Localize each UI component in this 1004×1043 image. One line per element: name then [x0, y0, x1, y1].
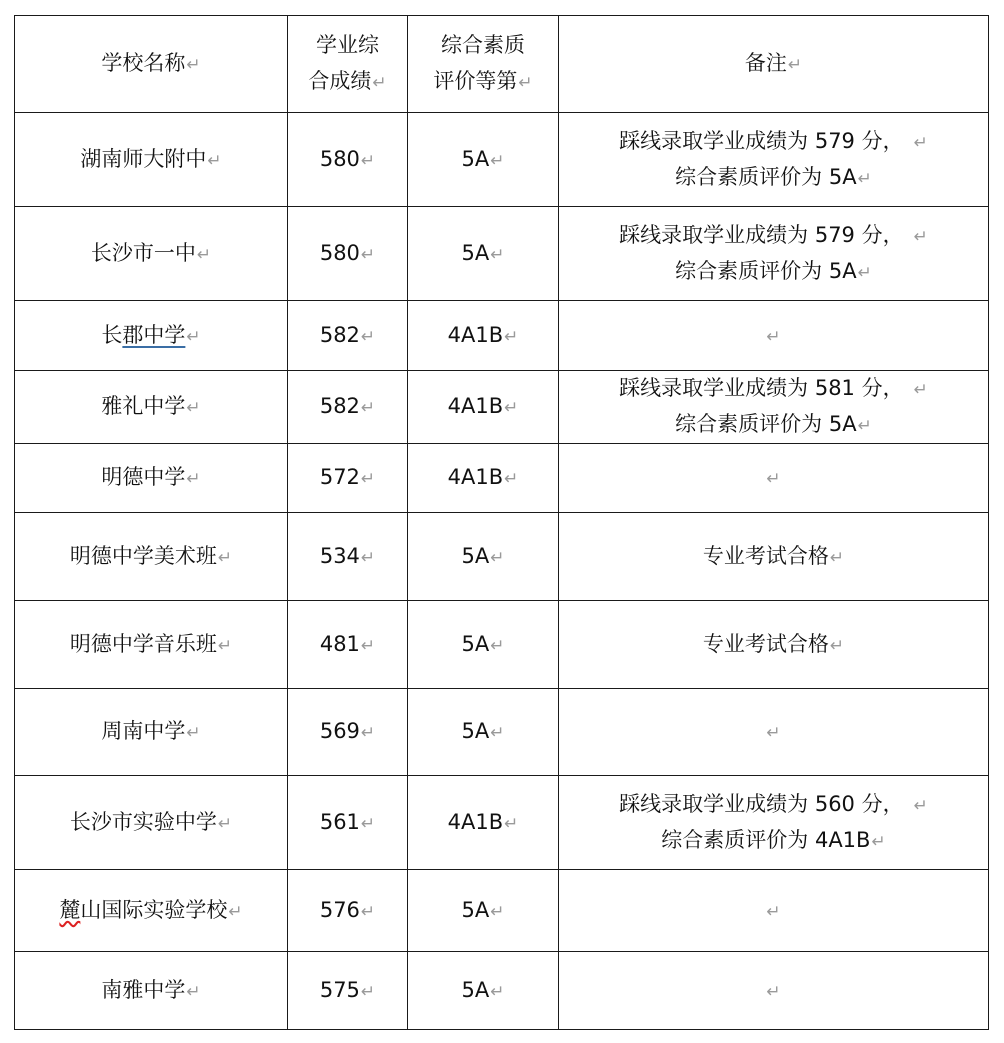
note-cell: 踩线录取学业成绩为 560 分， ↵ 综合素质评价为 4A1B↵: [559, 776, 989, 870]
note-cell: 踩线录取学业成绩为 579 分， ↵ 综合素质评价为 5A↵: [559, 207, 989, 301]
table-row: [15, 776, 989, 870]
grade-cell: 4A1B↵: [408, 444, 559, 513]
school-cell: 周南中学↵: [15, 689, 288, 776]
table-row: [15, 689, 989, 776]
score-cell: 569↵: [288, 689, 408, 776]
table-row: [15, 870, 989, 952]
table-row: [15, 444, 989, 513]
grammar-underline: 郡中学: [122, 322, 186, 347]
score-cell: 572↵: [288, 444, 408, 513]
header-school: 学校名称↵: [15, 16, 288, 113]
note-cell: ↵: [559, 301, 989, 371]
grade-cell: 5A↵: [408, 601, 559, 689]
admission-table: [14, 15, 989, 1030]
table-row: [15, 601, 989, 689]
grade-cell: 4A1B↵: [408, 776, 559, 870]
spellcheck-underline: 麓: [59, 897, 81, 922]
score-cell: 534↵: [288, 513, 408, 601]
score-cell: 580↵: [288, 113, 408, 207]
note-cell: 踩线录取学业成绩为 579 分， ↵ 综合素质评价为 5A↵: [559, 113, 989, 207]
note-cell: 踩线录取学业成绩为 581 分， ↵ 综合素质评价为 5A↵: [559, 371, 989, 444]
grade-cell: 5A↵: [408, 952, 559, 1030]
header-note: 备注↵: [559, 16, 989, 113]
school-cell: 明德中学↵: [15, 444, 288, 513]
note-cell: 专业考试合格↵: [559, 601, 989, 689]
score-cell: 582↵: [288, 371, 408, 444]
score-cell: 582↵: [288, 301, 408, 371]
header-score: 学业综 合成绩↵: [288, 16, 408, 113]
note-cell: ↵: [559, 444, 989, 513]
grade-cell: 5A↵: [408, 513, 559, 601]
score-cell: 576↵: [288, 870, 408, 952]
school-cell: 麓山国际实验学校↵: [15, 870, 288, 952]
table-row: [15, 301, 989, 371]
table-row: [15, 371, 989, 444]
note-cell: ↵: [559, 870, 989, 952]
grade-cell: 4A1B↵: [408, 371, 559, 444]
school-cell: 明德中学美术班↵: [15, 513, 288, 601]
score-cell: 481↵: [288, 601, 408, 689]
table-row: [15, 513, 989, 601]
school-cell: 长沙市实验中学↵: [15, 776, 288, 870]
score-cell: 580↵: [288, 207, 408, 301]
note-cell: ↵: [559, 952, 989, 1030]
table-row: [15, 207, 989, 301]
table-row: [15, 952, 989, 1030]
score-cell: 575↵: [288, 952, 408, 1030]
school-cell: 长郡中学↵: [15, 301, 288, 371]
grade-cell: 5A↵: [408, 207, 559, 301]
grade-cell: 5A↵: [408, 113, 559, 207]
school-cell: 长沙市一中↵: [15, 207, 288, 301]
header-grade: 综合素质 评价等第↵: [408, 16, 559, 113]
school-cell: 湖南师大附中↵: [15, 113, 288, 207]
school-cell: 雅礼中学↵: [15, 371, 288, 444]
note-cell: 专业考试合格↵: [559, 513, 989, 601]
school-cell: 明德中学音乐班↵: [15, 601, 288, 689]
grade-cell: 4A1B↵: [408, 301, 559, 371]
header-row: [15, 16, 989, 113]
grade-cell: 5A↵: [408, 870, 559, 952]
grade-cell: 5A↵: [408, 689, 559, 776]
note-cell: ↵: [559, 689, 989, 776]
score-cell: 561↵: [288, 776, 408, 870]
table-row: [15, 113, 989, 207]
school-cell: 南雅中学↵: [15, 952, 288, 1030]
